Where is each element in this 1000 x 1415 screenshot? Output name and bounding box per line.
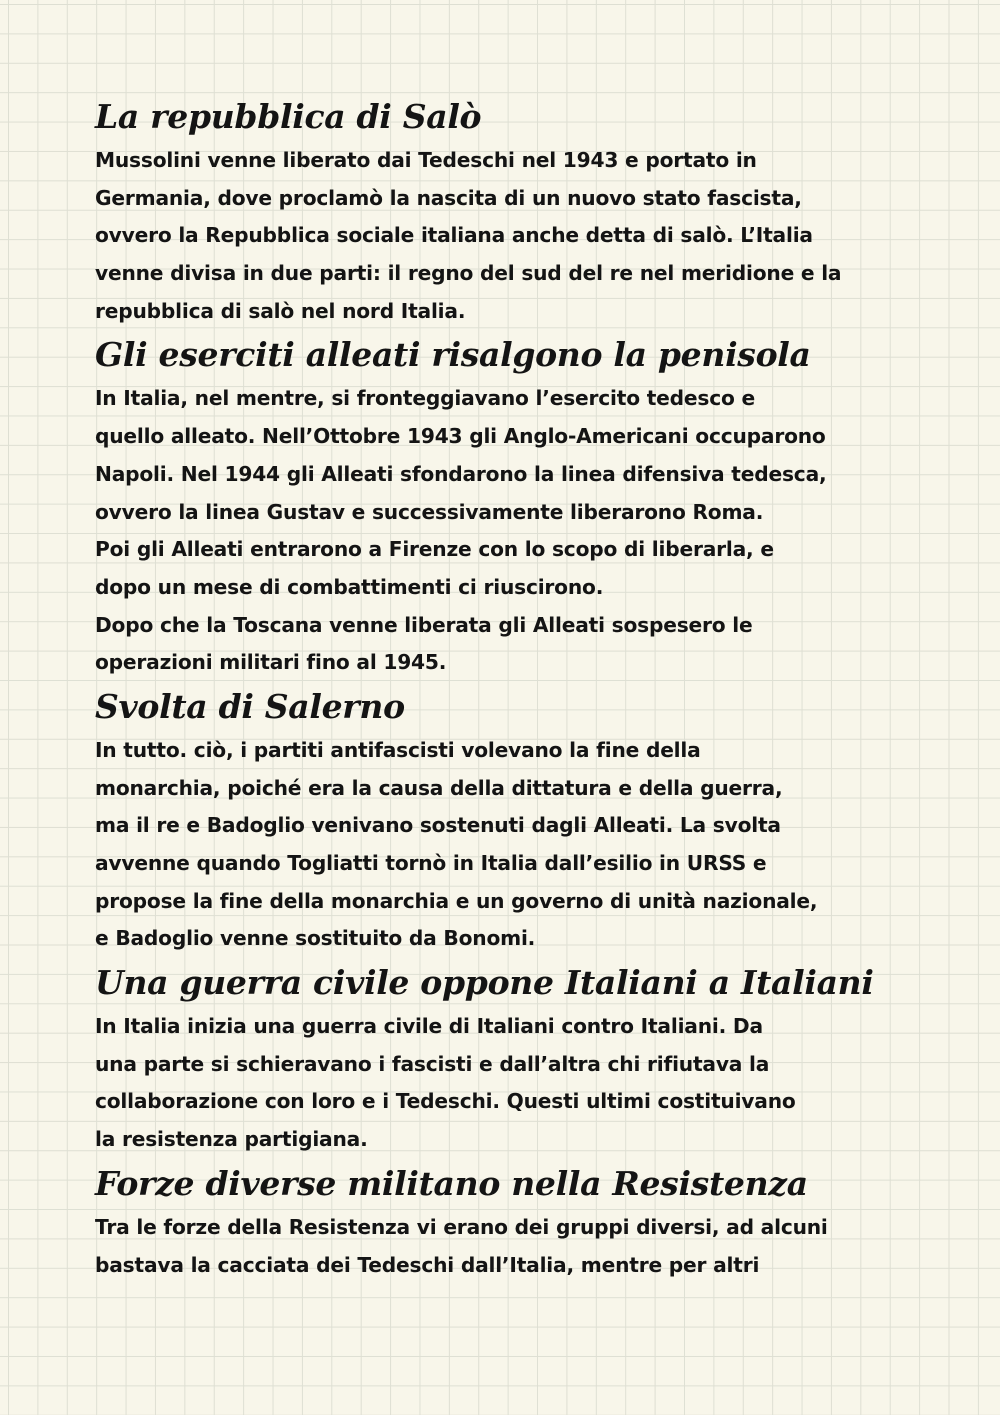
text-line: propose la fine della monarchia e un governo di unità nazionale, [95,888,818,913]
section-eserciti-alleati [95,330,925,682]
text-line: Napoli. Nel 1944 gli Alleati sfondarono la linea difensiva tedesca, [95,461,827,486]
text-line: venne divisa in due parti: il regno del sud del re nel meridione e la [95,261,842,286]
section-guerra-civile [95,958,925,1159]
section-heading: Gli eserciti alleati risalgono la penisola [95,335,811,375]
section-heading: Svolta di Salerno [95,686,405,726]
text-line: ovvero la linea Gustav e successivamente liberarono Roma. [95,499,764,524]
text-line: ma il re e Badoglio venivano sostenuti dagli Alleati. La svolta [95,813,781,838]
text-line: Germania, dove proclamò la nascita di un nuovo stato fascista, [95,185,802,210]
text-line: dopo un mese di combattimenti ci riuscirono. [95,574,604,599]
text-line: Dopo che la Toscana venne liberata gli Alleati sospesero le [95,612,753,637]
section-forze-resistenza [95,1159,925,1284]
section-heading: Forze diverse militano nella Resistenza [95,1163,808,1203]
text-line: quello alleato. Nell’Ottobre 1943 gli Anglo-Americani occuparono [95,424,826,449]
text-line: In Italia inizia una guerra civile di Italiani contro Italiani. Da [95,1014,763,1039]
text-line: Poi gli Alleati entrarono a Firenze con lo scopo di liberarla, e [95,537,774,562]
text-line: bastava la cacciata dei Tedeschi dall’Italia, mentre per altri [95,1252,760,1277]
text-line: In tutto. ciò, i partiti antifascisti volevano la fine della [95,737,701,762]
text-line: la resistenza partigiana. [95,1127,368,1152]
section-heading: Una guerra civile oppone Italiani a Italiani [95,963,874,1003]
text-line: Tra le forze della Resistenza vi erano dei gruppi diversi, ad alcuni [95,1214,828,1239]
text-line: ovvero la Repubblica sociale italiana anche detta di salò. L’Italia [95,223,813,248]
text-line: una parte si schieravano i fascisti e dall’altra chi rifiutava la [95,1051,770,1076]
section-svolta-salerno [95,682,925,958]
text-line: In Italia, nel mentre, si fronteggiavano l’esercito tedesco e [95,386,755,411]
section-heading: La repubblica di Salò [95,97,482,136]
section-repubblica-salo [95,92,925,330]
text-line: operazioni militari fino al 1945. [95,650,447,675]
text-line: e Badoglio venne sostituito da Bonomi. [95,926,536,951]
text-line: repubblica di salò nel nord Italia. [95,298,466,323]
text-line: monarchia, poiché era la causa della dittatura e della guerra, [95,775,783,800]
notebook-page [95,92,925,1284]
text-line: collaborazione con loro e i Tedeschi. Questi ultimi costituivano [95,1089,796,1114]
text-line: Mussolini venne liberato dai Tedeschi nel 1943 e portato in [95,148,757,172]
text-line: avvenne quando Togliatti tornò in Italia dall’esilio in URSS e [95,851,767,875]
